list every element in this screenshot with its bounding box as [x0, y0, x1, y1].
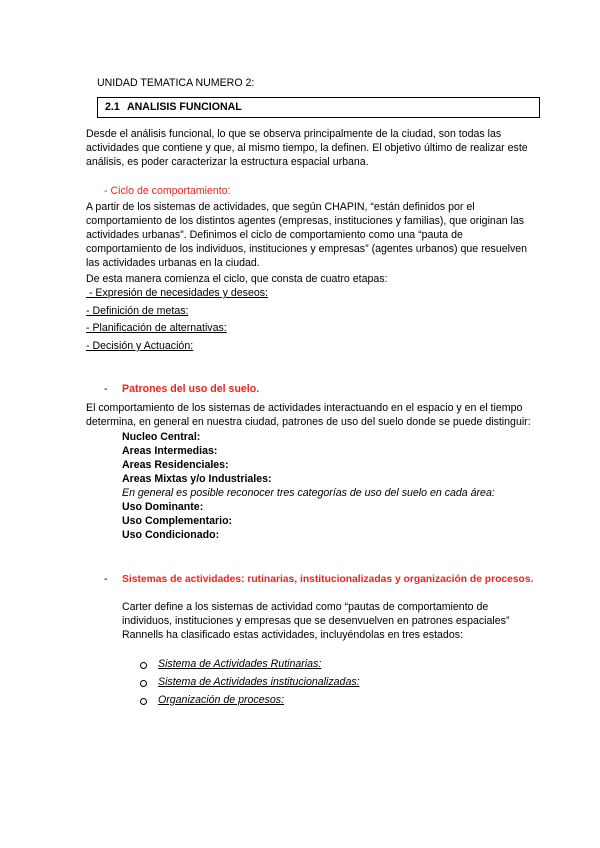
sistemas-line: Rannells ha clasificado estas actividades, incluyéndolas en tres estados: — [122, 629, 463, 641]
intro-line: Desde el análisis funcional, lo que se observa principalmente de la ciudad, son todas las — [86, 128, 502, 140]
circle-bullet-icon — [140, 680, 147, 687]
ciclo-line: A partir de los sistemas de actividades, que según CHAPIN, “están definidos por el — [86, 201, 475, 213]
ciclo-line: las actividades urbanas en la ciudad. — [86, 257, 260, 269]
uso-item: Uso Condicionado: — [122, 529, 220, 541]
stage-item: - Definición de metas: — [86, 305, 189, 317]
ciclo-line: comportamiento de los individuos, instituciones y empresas” (agentes urbanos) que resuelven — [86, 243, 528, 255]
unit-title: UNIDAD TEMATICA NUMERO 2: — [97, 77, 255, 89]
sistema-item: Organización de procesos: — [158, 694, 285, 706]
circle-bullet-icon — [140, 698, 147, 705]
ciclo-heading: - Ciclo de comportamiento: — [104, 185, 231, 197]
section-number: 2.1 — [105, 101, 120, 113]
section-title-box — [97, 97, 540, 118]
stage-item: - Decisión y Actuación: — [86, 340, 194, 352]
intro-line: análisis, es poder caracterizar la estructura espacial urbana. — [86, 156, 369, 168]
area-item: Areas Intermedias: — [122, 445, 218, 457]
area-item: Areas Residenciales: — [122, 459, 229, 471]
ciclo-lead: De esta manera comienza el ciclo, que consta de cuatro etapas: — [86, 273, 388, 285]
sistema-item: Sistema de Actividades institucionalizadas: — [158, 676, 360, 688]
ciclo-line: comportamiento de los distintos agentes (empresas, instituciones y familias), que originan las — [86, 215, 525, 227]
intro-line: actividades que contiene y que, al mismo tiempo, la definen. El objetivo último de realizar este — [86, 142, 528, 154]
sistemas-line: Carter define a los sistemas de actividad como “pautas de comportamiento de — [122, 601, 489, 613]
patrones-heading: Patrones del uso del suelo. — [122, 383, 260, 395]
sistemas-line: individuos, instituciones y empresas que se desenvuelven en patrones espaciales” — [122, 615, 510, 627]
patrones-line: determina, en general en nuestra ciudad, patrones de uso del suelo donde se puede distinguir: — [86, 416, 531, 428]
uso-item: Uso Dominante: — [122, 501, 204, 513]
sistemas-dash: - — [104, 573, 108, 585]
ciclo-line: actividades urbanas”. Definimos el ciclo de comportamiento como una “pauta de — [86, 229, 463, 241]
circle-bullet-icon — [140, 662, 147, 669]
sistema-item: Sistema de Actividades Rutinarias: — [158, 658, 322, 670]
patrones-line: El comportamiento de los sistemas de actividades interactuando en el espacio y en el tiempo — [86, 402, 523, 414]
area-item: Areas Mixtas y/o Industriales: — [122, 473, 272, 485]
patrones-dash: - — [104, 383, 108, 395]
section-title: ANALISIS FUNCIONAL — [127, 101, 242, 113]
stage-item: - Expresión de necesidades y deseos: — [86, 287, 268, 299]
usos-note: En general es posible reconocer tres categorías de uso del suelo en cada área: — [122, 487, 495, 499]
stage-item: - Planificación de alternativas: — [86, 322, 227, 334]
area-item: Nucleo Central: — [122, 431, 201, 443]
uso-item: Uso Complementario: — [122, 515, 233, 527]
sistemas-heading: Sistemas de actividades: rutinarias, institucionalizadas y organización de procesos. — [122, 574, 534, 585]
